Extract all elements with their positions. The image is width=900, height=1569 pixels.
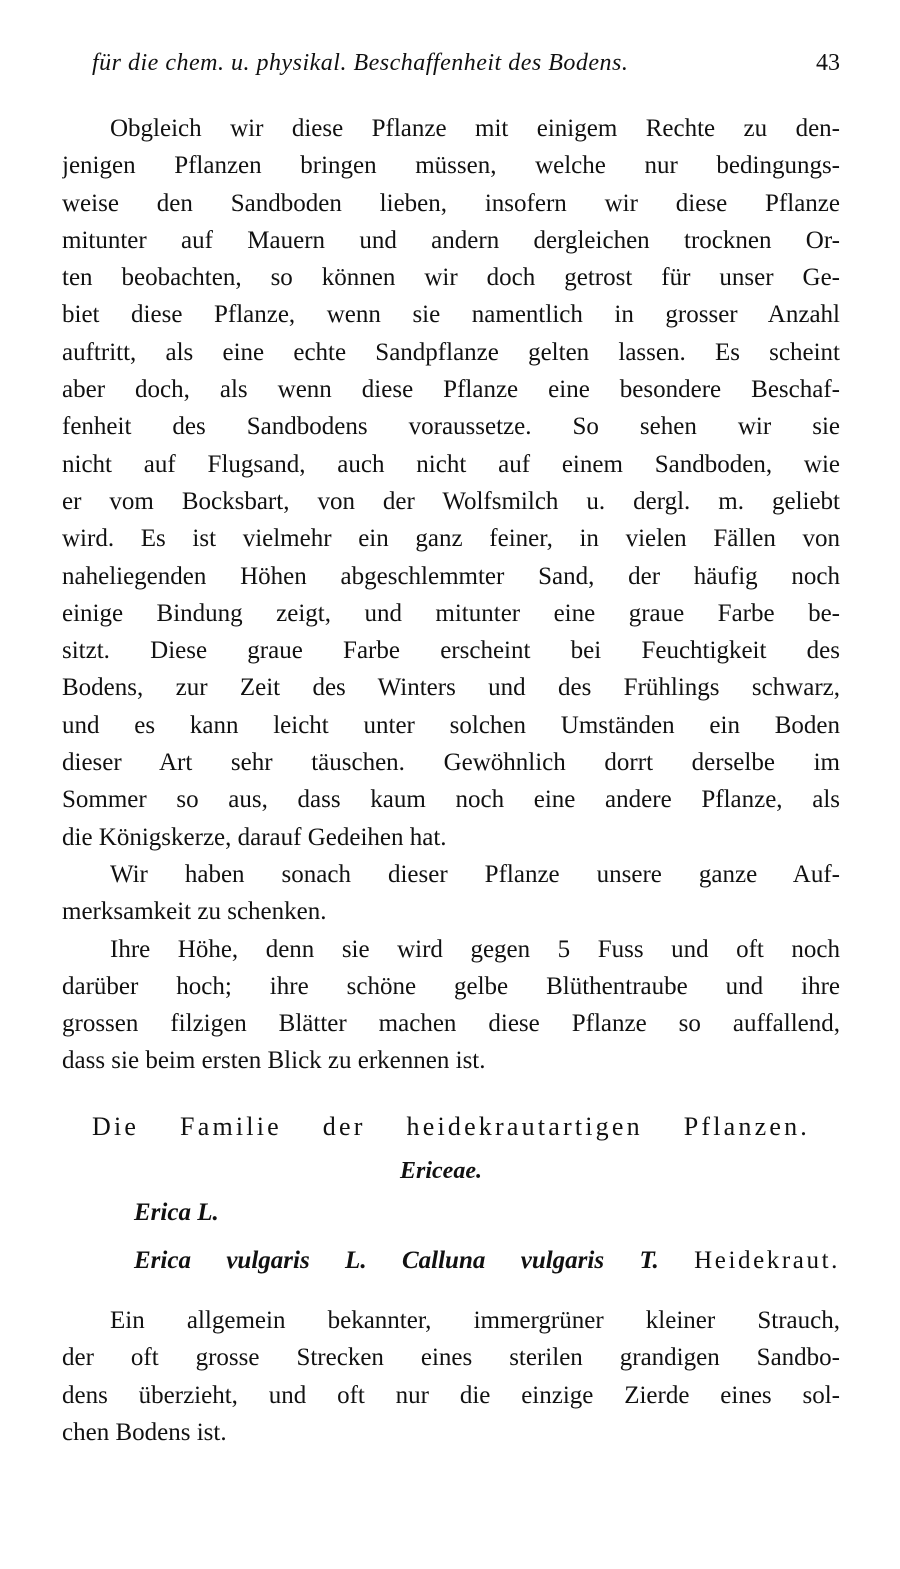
text-line: mitunter auf Mauern und andern dergleichen trocknen Or- (62, 226, 840, 254)
text-line: sitzt. Diese graue Farbe erscheint bei Feuchtigkeit des (62, 637, 840, 665)
running-head: für die chem. u. physikal. Beschaffenheit des Bodens. (92, 50, 629, 76)
text-line: fenheit des Sandbodens voraussetze. So sehen wir sie (62, 413, 840, 441)
species-heading (134, 1247, 840, 1275)
text-line: jenigen Pflanzen bringen müssen, welche nur bedingungs- (62, 152, 840, 180)
text-line: dens überzieht, und oft nur die einzige Zierde eines sol- (62, 1381, 840, 1409)
page-header (92, 50, 840, 90)
text-line: grossen filzigen Blätter machen diese Pflanze so auffallend, (62, 1010, 840, 1038)
text-line: Bodens, zur Zeit des Winters und des Frühlings schwarz, (62, 674, 840, 702)
text-line: die Königskerze, darauf Gedeihen hat. (62, 823, 447, 851)
text-line: er vom Bocksbart, von der Wolfsmilch u. dergl. m. geliebt (62, 487, 840, 515)
text-line: nicht auf Flugsand, auch nicht auf einem Sandboden, wie (62, 450, 840, 478)
text-line: ten beobachten, so können wir doch getrost für unser Ge- (62, 264, 840, 292)
text-line: auftritt, als eine echte Sandpflanze gelten lassen. Es scheint (62, 338, 840, 366)
text-line: darüber hoch; ihre schöne gelbe Blüthentraube und ihre (62, 972, 840, 1000)
species-latin-name: Erica vulgaris L. (134, 1247, 367, 1274)
text-line: wird. Es ist vielmehr ein ganz feiner, in vielen Fällen von (62, 525, 840, 553)
text-line: aber doch, als wenn diese Pflanze eine besondere Beschaf- (62, 376, 840, 404)
text-line: dieser Art sehr täuschen. Gewöhnlich dorrt derselbe im (62, 749, 840, 777)
species-common-name: Heidekraut. (694, 1247, 841, 1274)
species-description (62, 1302, 840, 1451)
text-line: und es kann leicht unter solchen Umständen ein Boden (62, 711, 840, 739)
text-line: Ihre Höhe, denn sie wird gegen 5 Fuss und oft noch (110, 935, 840, 963)
text-line: dass sie beim ersten Blick zu erkennen ist. (62, 1047, 486, 1075)
species-synonym: Calluna vulgaris T. (401, 1247, 659, 1274)
text-line: weise den Sandboden lieben, insofern wir diese Pflanze (62, 189, 840, 217)
section-title: Die Familie der heidekrautartigen Pflanzen. (92, 1112, 810, 1141)
latin-family-name: Ericeae. (400, 1158, 482, 1184)
text-line: der oft grosse Strecken eines sterilen grandigen Sandbo- (62, 1344, 840, 1372)
main-text-block (62, 110, 840, 1080)
text-line: Obgleich wir diese Pflanze mit einigem Rechte zu den- (110, 115, 840, 142)
text-line: einige Bindung zeigt, und mitunter eine graue Farbe be- (62, 599, 840, 627)
page-number: 43 (816, 50, 840, 76)
text-line: Ein allgemein bekannter, immergrüner kleiner Strauch, (110, 1307, 840, 1334)
text-line: biet diese Pflanze, wenn sie namentlich in grosser Anzahl (62, 301, 840, 329)
text-line: Sommer so aus, dass kaum noch eine andere Pflanze, als (62, 786, 840, 814)
text-line: Wir haben sonach dieser Pflanze unsere ganze Auf- (110, 860, 840, 888)
text-line: naheliegenden Höhen abgeschlemmter Sand, der häufig noch (62, 562, 840, 590)
genus-heading: Erica L. (134, 1199, 219, 1226)
text-line: merksamkeit zu schenken. (62, 898, 327, 926)
text-line: chen Bodens ist. (62, 1418, 227, 1446)
